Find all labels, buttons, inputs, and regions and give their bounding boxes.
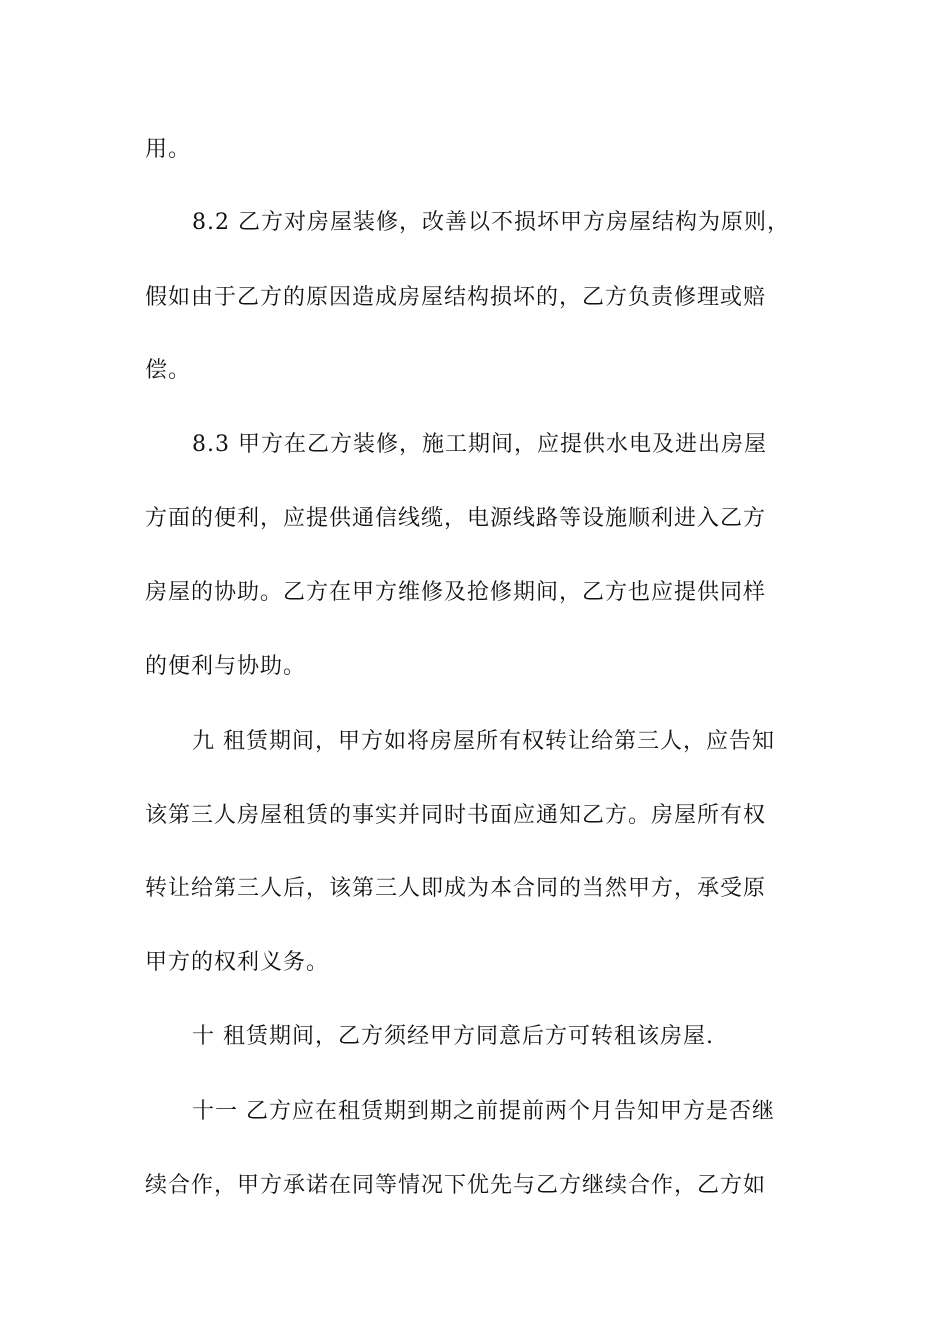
text-line: 房屋的协助。乙方在甲方维修及抢修期间，乙方也应提供同样	[145, 580, 767, 605]
text-line: 偿。	[145, 358, 192, 383]
text-line: 用。	[145, 137, 192, 162]
text-line: 转让给第三人后，该第三人即成为本合同的当然甲方，承受原	[145, 876, 767, 901]
text-line: 的便利与协助。	[145, 654, 307, 679]
text-line: 8.3 甲方在乙方装修，施工期间，应提供水电及进出房屋	[192, 432, 767, 457]
text-line: 九 租赁期间，甲方如将房屋所有权转让给第三人，应告知	[192, 729, 775, 754]
text-line: 该第三人房屋租赁的事实并同时书面应通知乙方。房屋所有权	[145, 803, 767, 828]
text-line: 十一 乙方应在租赁期到期之前提前两个月告知甲方是否继	[192, 1099, 775, 1124]
text-line: 假如由于乙方的原因造成房屋结构损坏的，乙方负责修理或赔	[145, 285, 767, 310]
text-line: 续合作，甲方承诺在同等情况下优先与乙方继续合作，乙方如	[145, 1173, 767, 1198]
text-line: 十 租赁期间，乙方须经甲方同意后方可转租该房屋.	[192, 1024, 714, 1049]
text-line: 甲方的权利义务。	[145, 950, 330, 975]
text-line: 方面的便利，应提供通信线缆，电源线路等设施顺利进入乙方	[145, 506, 767, 531]
text-line: 8.2 乙方对房屋装修，改善以不损坏甲方房屋结构为原则，	[192, 210, 790, 235]
